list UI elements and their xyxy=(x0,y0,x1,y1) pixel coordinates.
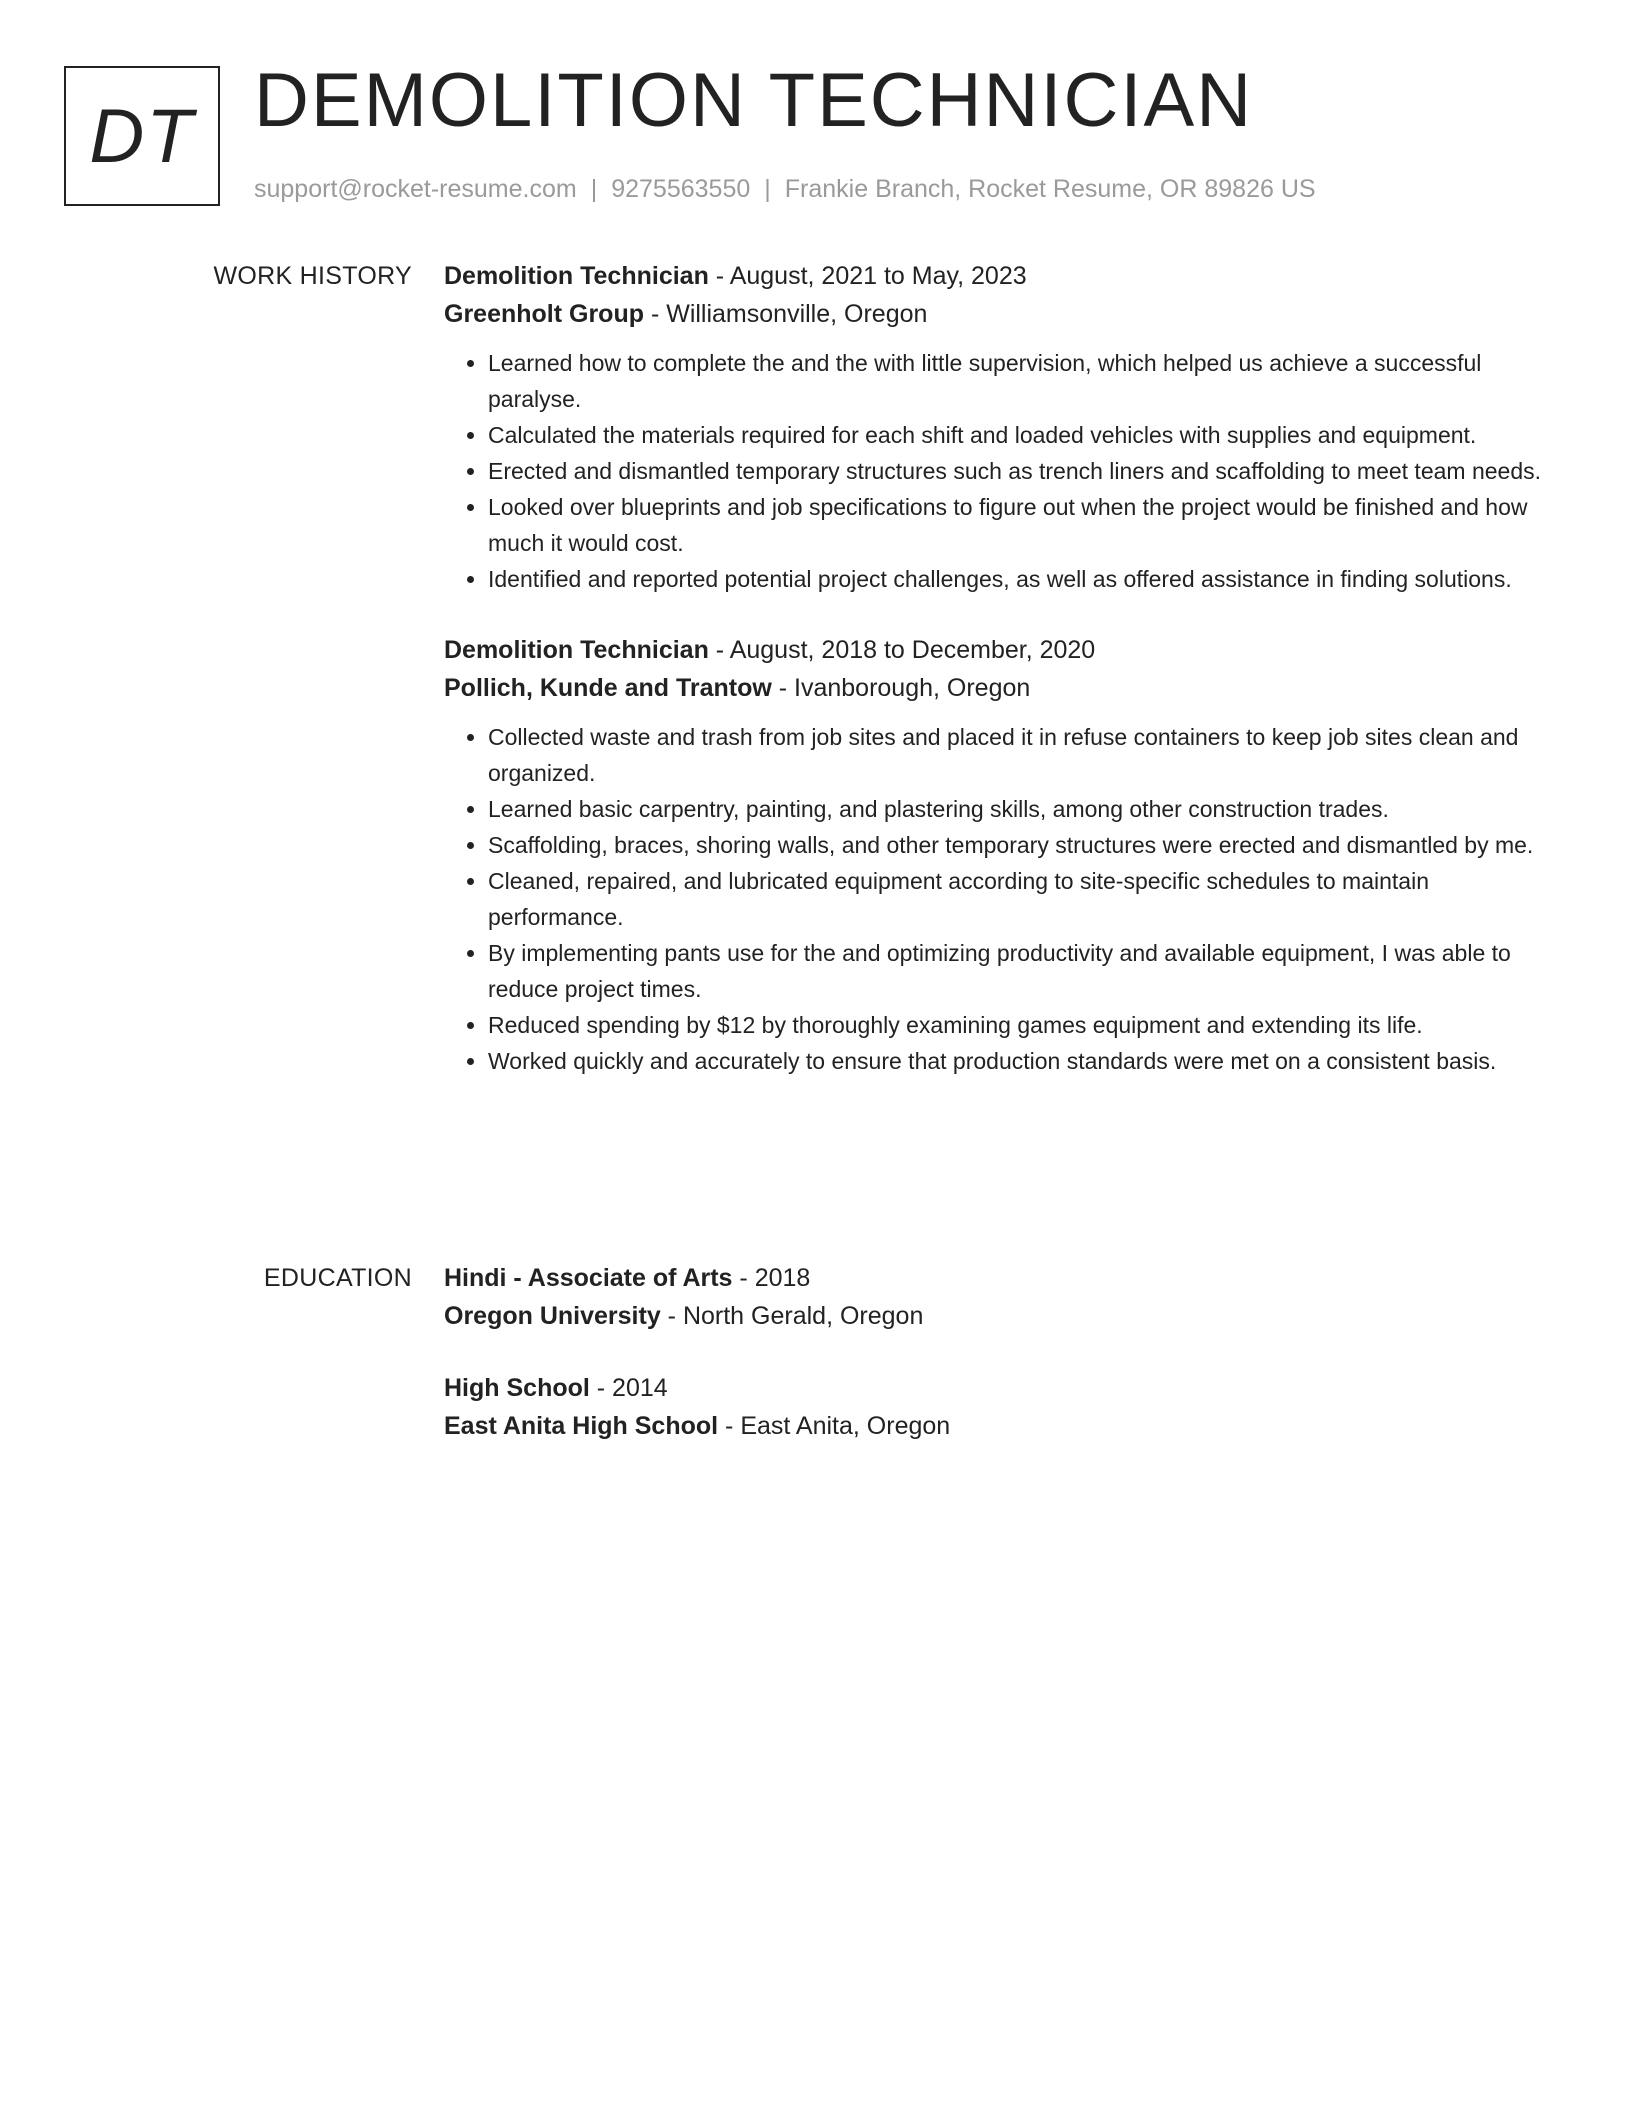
job-bullet: • Scaffolding, braces, shoring walls, and other temporary structures were erected and dismantled by me. xyxy=(488,827,1564,863)
job-company: Pollich, Kunde and Trantow xyxy=(444,674,772,702)
job-bullet: • Learned how to complete the and the with little supervision, which helped us achieve a successful paralyse. xyxy=(488,345,1564,417)
education-body xyxy=(444,1259,1564,1445)
contact-line xyxy=(254,174,1316,204)
resume-name: DEMOLITION TECHNICIAN xyxy=(254,58,1254,143)
education-location: North Gerald, Oregon xyxy=(682,1302,924,1330)
job-title-line: Demolition Technician - August, 2021 to May, 2023 xyxy=(444,262,1027,290)
job-bullet: • Erected and dismantled temporary structures such as trench liners and scaffolding to meet team needs. xyxy=(488,453,1564,489)
job-bullets xyxy=(444,345,1564,597)
contact-email: support@rocket-resume.com xyxy=(254,175,577,203)
job-bullet: • Cleaned, repaired, and lubricated equipment according to site-specific schedules to maintain performance. xyxy=(488,863,1564,935)
job-bullet: • Worked quickly and accurately to ensure that production standards were met on a consistent basis. xyxy=(488,1043,1564,1079)
job-location: Williamsonville, Oregon xyxy=(666,300,928,328)
education-school-line: East Anita High School - East Anita, Oregon xyxy=(444,1412,951,1440)
education-degree: Hindi - Associate of Arts xyxy=(444,1264,733,1292)
job-dates: August, 2021 to May, 2023 xyxy=(729,262,1027,290)
job-title: Demolition Technician xyxy=(444,636,709,664)
education-school: East Anita High School xyxy=(444,1412,719,1440)
section-label-work-history: WORK HISTORY xyxy=(213,262,412,290)
work-history-body xyxy=(444,257,1564,1079)
education-degree: High School xyxy=(444,1374,590,1402)
job-title: Demolition Technician xyxy=(444,262,709,290)
education-degree-line: Hindi - Associate of Arts - 2018 xyxy=(444,1264,811,1292)
education-degree-line: High School - 2014 xyxy=(444,1374,668,1402)
job-bullet: • Looked over blueprints and job specifications to figure out when the project would be finished and how much it would cost. xyxy=(488,489,1564,561)
job-dates: August, 2018 to December, 2020 xyxy=(729,636,1096,664)
contact-separator: | xyxy=(764,175,771,203)
education-year: 2018 xyxy=(754,1264,811,1292)
job-entry xyxy=(444,631,1564,1079)
job-company-line: Pollich, Kunde and Trantow - Ivanborough, Oregon xyxy=(444,674,1031,702)
job-bullet: • Collected waste and trash from job sites and placed it in refuse containers to keep job sites clean and organized. xyxy=(488,719,1564,791)
education-entry xyxy=(444,1369,1564,1445)
job-bullet: • By implementing pants use for the and optimizing productivity and available equipment, I was able to reduce project times. xyxy=(488,935,1564,1007)
education-year: 2014 xyxy=(612,1374,668,1402)
job-bullet: • Reduced spending by $12 by thoroughly examining games equipment and extending its life. xyxy=(488,1007,1564,1043)
job-bullet: • Calculated the materials required for each shift and loaded vehicles with supplies and equipment. xyxy=(488,417,1564,453)
contact-phone: 9275563550 xyxy=(611,175,751,203)
job-title-line: Demolition Technician - August, 2018 to December, 2020 xyxy=(444,636,1096,664)
contact-separator: | xyxy=(590,175,598,203)
job-bullets xyxy=(444,719,1564,1079)
job-company-line: Greenholt Group - Williamsonville, Oregon xyxy=(444,300,928,328)
job-bullet: • Identified and reported potential project challenges, as well as offered assistance in finding solutions. xyxy=(488,561,1564,597)
education-location: East Anita, Oregon xyxy=(740,1412,951,1440)
section-label-education: EDUCATION xyxy=(263,1264,412,1292)
job-company: Greenholt Group xyxy=(444,300,644,328)
education-entry xyxy=(444,1259,1564,1335)
education-school: Oregon University xyxy=(444,1302,661,1330)
job-bullet: • Learned basic carpentry, painting, and plastering skills, among other construction trades. xyxy=(488,791,1564,827)
contact-address: Frankie Branch, Rocket Resume, OR 89826 US xyxy=(784,175,1316,203)
education-school-line: Oregon University - North Gerald, Oregon xyxy=(444,1302,924,1330)
job-location: Ivanborough, Oregon xyxy=(794,674,1031,702)
monogram-logo: DT xyxy=(64,66,220,206)
job-entry xyxy=(444,257,1564,597)
